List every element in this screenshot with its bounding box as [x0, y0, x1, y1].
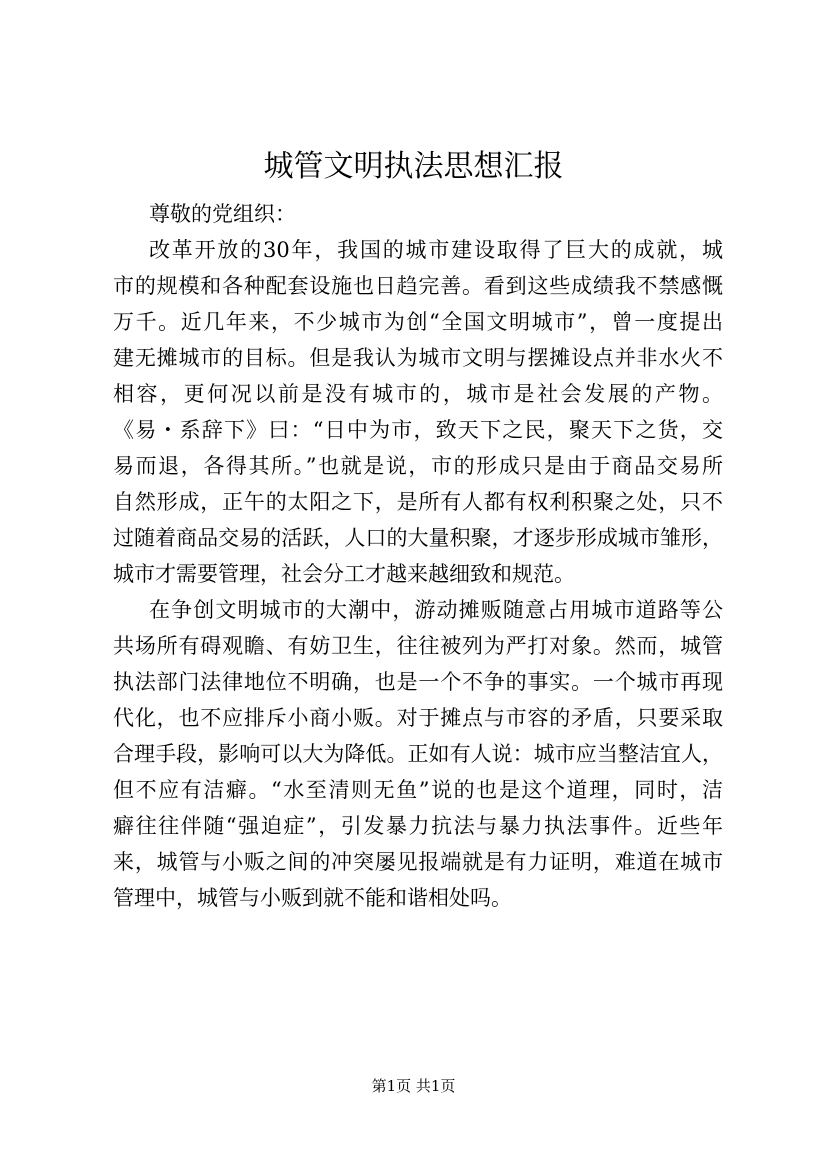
paragraph-line: 城市才需要管理，社会分工才越来越细致和规范。 [113, 562, 575, 586]
page-footer: 第1页 共1页 [371, 1077, 456, 1095]
paragraph-line: 市的规模和各种配套设施也日趋完善。看到这些成绩我不禁感慨 [113, 274, 723, 298]
paragraph-line: 建无摊城市的目标。但是我认为城市文明与摆摊设点并非水火不 [113, 346, 723, 370]
paragraph-line: 来，城管与小贩之间的冲突屡见报端就是有力证明，难道在城市 [113, 850, 723, 874]
paragraph-line: 执法部门法律地位不明确，也是一个不争的事实。一个城市再现 [113, 670, 723, 694]
paragraph-line: 过随着商品交易的活跃，人口的大量积聚，才逐步形成城市雏形， [113, 526, 723, 550]
paragraph-line: 癖往往伴随“强迫症”，引发暴力抗法与暴力执法事件。近些年 [113, 814, 723, 838]
document-body [113, 196, 723, 916]
paragraph-line: 《易・系辞下》曰：“日中为市，致天下之民，聚天下之货，交 [113, 418, 723, 442]
paragraph-line: 管理中，城管与小贩到就不能和谐相处吗。 [113, 886, 512, 910]
salutation: 尊敬的党组织： [149, 202, 296, 226]
paragraph-line: 代化，也不应排斥小商小贩。对于摊点与市容的矛盾，只要采取 [113, 706, 723, 730]
paragraph-1 [113, 232, 723, 592]
document-title: 城管文明执法思想汇报 [263, 149, 564, 184]
paragraph-line: 共场所有碍观瞻、有妨卫生，往往被列为严打对象。然而，城管 [113, 634, 723, 658]
paragraph-line: 改革开放的30年，我国的城市建设取得了巨大的成就，城 [149, 238, 723, 262]
paragraph-line: 万千。近几年来，不少城市为创“全国文明城市”，曾一度提出 [113, 310, 723, 334]
paragraph-line: 自然形成，正午的太阳之下，是所有人都有权利积聚之处，只不 [113, 490, 723, 514]
paragraph-line: 合理手段，影响可以大为降低。正如有人说：城市应当整洁宜人， [113, 742, 723, 766]
paragraph-line: 但不应有洁癖。“水至清则无鱼”说的也是这个道理，同时，洁 [113, 778, 723, 802]
paragraph-line: 相容，更何况以前是没有城市的，城市是社会发展的产物。 [113, 382, 723, 406]
paragraph-line: 易而退，各得其所。”也就是说，市的形成只是由于商品交易所 [113, 454, 723, 478]
paragraph-2 [113, 592, 723, 916]
paragraph-line: 在争创文明城市的大潮中，游动摊贩随意占用城市道路等公 [149, 598, 723, 622]
